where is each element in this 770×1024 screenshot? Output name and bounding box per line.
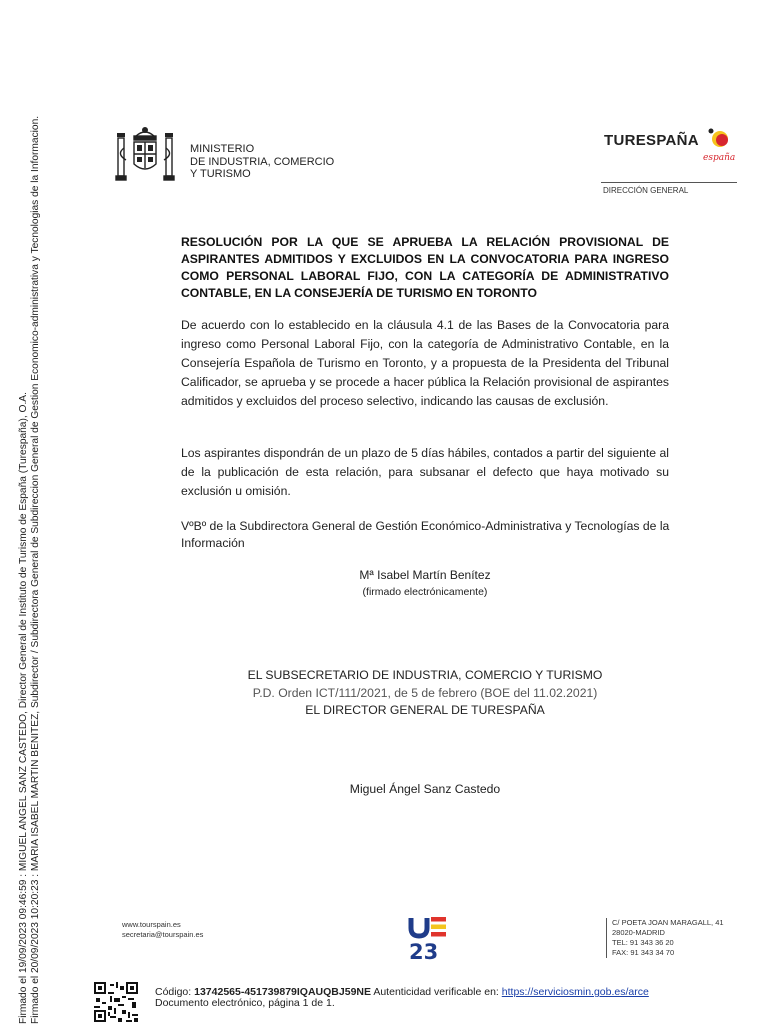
subsecretario-line: EL SUBSECRETARIO DE INDUSTRIA, COMERCIO Y TURISMO — [247, 668, 603, 682]
header-divider — [601, 182, 737, 183]
turespana-wordmark: TURESPAÑA — [604, 132, 699, 149]
body-paragraph-2: Los aspirantes dispondrán de un plazo de 5 días hábiles, contados a partir del siguiente al de la publicación de esta relación, para subsanar el defecto que haya motivado su exclusión u omisión. — [181, 446, 669, 498]
document-info: Documento electrónico, página 1 de 1. — [155, 997, 335, 1009]
verification-block — [155, 987, 649, 1009]
document-title: RESOLUCIÓN POR LA QUE SE APRUEBA LA RELACIÓN PROVISIONAL DE ASPIRANTES ADMITIDOS Y EXCLUIDOS EN LA CONVOCATORIA PARA INGRESO COMO PERSONAL LABORAL FIJO, CON LA CATEGORÍA DE ADMINISTRATIVO CONTABLE, EN LA CONSEJERÍA DE TURISMO EN TORONTO — [181, 235, 669, 300]
body-paragraph-1: De acuerdo con lo establecido en la cláusula 4.1 de las Bases de la Convocatoria para ingreso como Personal Laboral Fijo, con la categoría de Administrativo Contable, en la Consejería Española de Turismo en Toronto, y a propuesta de la Presidenta del Tribunal Calificador, se aprueba y se procede a hacer pública la Relación provisional de aspirantes admitidos y excluidos del proceso selectivo, indicando las causas de exclusión. — [181, 318, 669, 408]
vobo-line: VºBº de la Subdirectora General de Gestión Económico-Administrativa y Tecnologías de la Información — [181, 519, 670, 550]
address-line-1: C/ POETA JOAN MARAGALL, 41 — [612, 918, 724, 927]
signature-stamp-2: Firmado el 20/09/2023 10:20:23 : MARIA ISABEL MARTIN BENITEZ, Subdirector / Subdirectora General de Subdireccion General de Gestion Economico-administrativa y Tecnologias de la Informacion. — [30, 115, 41, 1024]
address-line-2: 28020-MADRID — [612, 928, 665, 937]
eu-presidency-logo-icon — [408, 916, 448, 960]
verify-link[interactable]: https://serviciosmin.gob.es/arce — [501, 986, 649, 998]
verification-code: 13742565-451739879IQAUQBJ59NE — [194, 986, 371, 998]
code-label: Código: — [155, 986, 192, 998]
svg-text:españa: españa — [703, 153, 736, 163]
footer-website[interactable]: www.tourspain.es — [122, 920, 181, 929]
signer-2-name: Miguel Ángel Sanz Castedo — [349, 782, 501, 796]
footer-email[interactable]: secretaria@tourspain.es — [122, 930, 204, 939]
address-line-3: TEL: 91 343 36 20 — [612, 938, 674, 947]
footer-address — [606, 918, 724, 958]
coat-of-arms-icon — [112, 124, 178, 188]
signer-1-name: Mª Isabel Martín Benítez — [359, 568, 491, 582]
verify-label: Autenticidad verificable en: — [373, 986, 499, 998]
address-line-4: FAX: 91 343 34 70 — [612, 948, 675, 957]
qr-code-icon — [94, 982, 138, 1022]
ministry-line-1: MINISTERIO — [190, 143, 255, 155]
ministry-line-2: DE INDUSTRIA, COMERCIO — [190, 155, 335, 168]
ministry-line-3: Y TURISMO — [190, 168, 251, 180]
signer-1-note: (firmado electrónicamente) — [362, 586, 488, 598]
director-line: EL DIRECTOR GENERAL DE TURESPAÑA — [305, 703, 545, 717]
direccion-general-label: DIRECCIÓN GENERAL — [603, 186, 689, 195]
ministry-name — [190, 143, 334, 181]
signature-stamp-1: Firmado el 19/09/2023 09:46:59 : MIGUEL ANGEL SANZ CASTEDO, Director General de Instituto de Turismo de España (Turespaña), O.A. — [18, 392, 29, 1024]
spain-sun-logo-icon — [702, 126, 740, 164]
svg-text:23: 23 — [409, 940, 439, 960]
delegation-line: P.D. Orden ICT/111/2021, de 5 de febrero (BOE del 11.02.2021) — [252, 686, 598, 700]
footer-contact — [122, 920, 203, 940]
